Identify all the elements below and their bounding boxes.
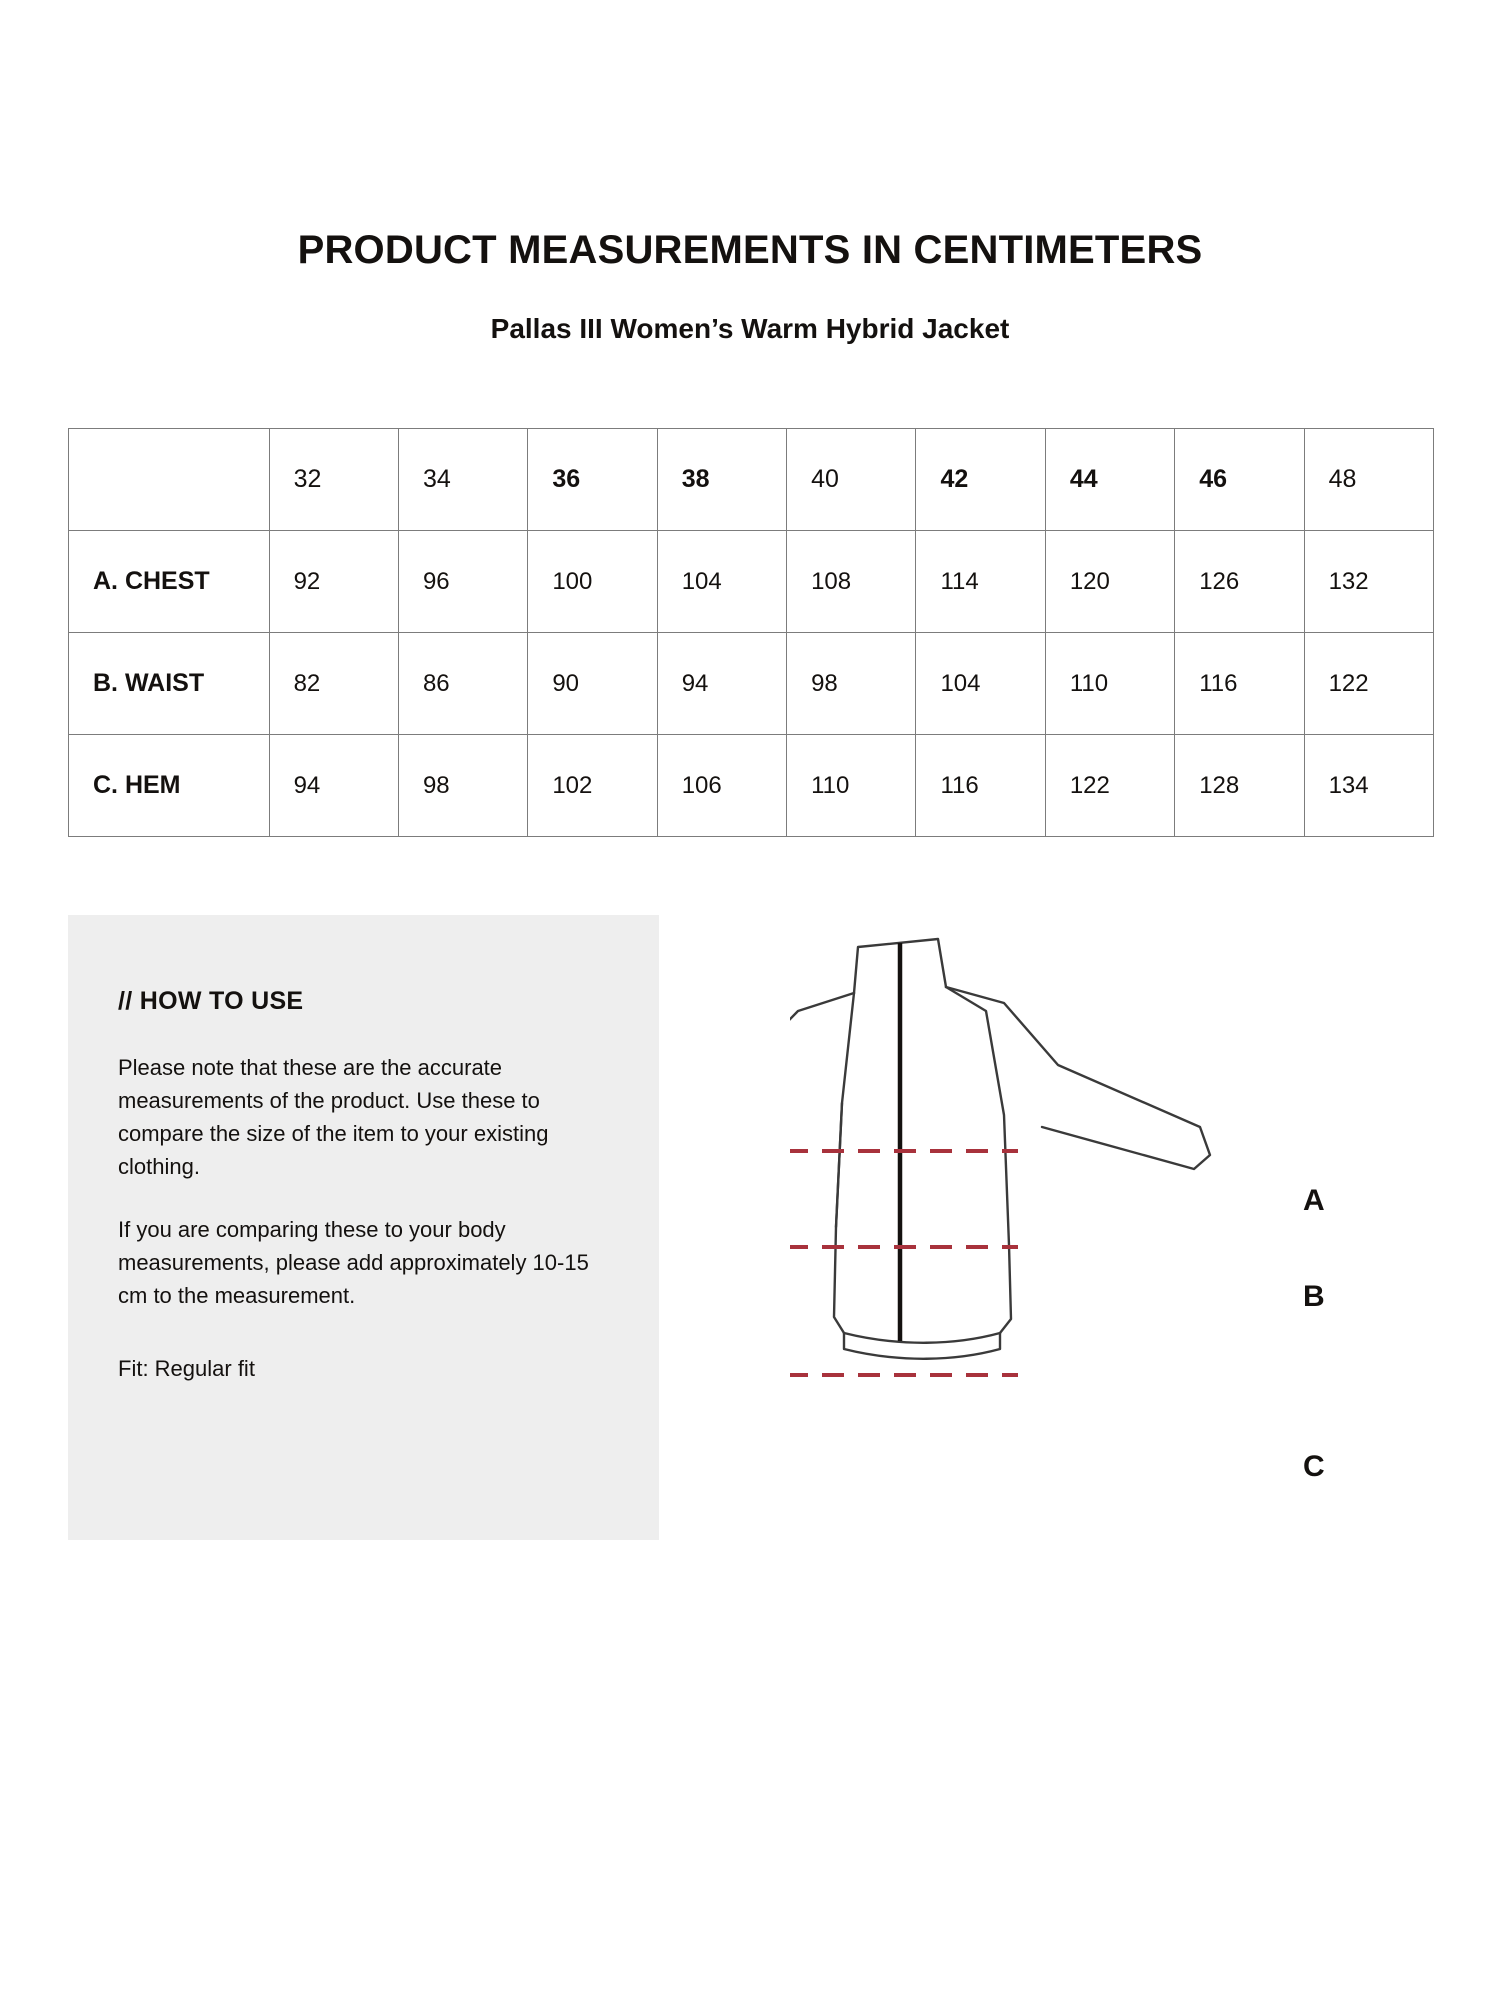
size-header-40: 40 <box>787 429 916 531</box>
measure-label-c: C <box>1303 1450 1325 1483</box>
cell-hem-46: 128 <box>1175 735 1304 837</box>
cell-hem-40: 110 <box>787 735 916 837</box>
measurements-table <box>68 428 1434 837</box>
cell-waist-42: 104 <box>916 633 1045 735</box>
cell-waist-46: 116 <box>1175 633 1304 735</box>
cell-waist-48: 122 <box>1304 633 1433 735</box>
cell-waist-36: 90 <box>528 633 657 735</box>
cell-waist-32: 82 <box>269 633 398 735</box>
product-name: Pallas III Women’s Warm Hybrid Jacket <box>490 313 1010 344</box>
table-row <box>69 633 1434 735</box>
size-header-42: 42 <box>916 429 1045 531</box>
table-corner-cell <box>69 429 270 531</box>
how-to-use-paragraph-1: Please note that these are the accurate measurements of the product. Use these to compare the size of the item to your existing clothing. <box>118 1055 549 1179</box>
row-label-chest: A. CHEST <box>69 531 270 633</box>
size-header-36: 36 <box>528 429 657 531</box>
cell-hem-32: 94 <box>269 735 398 837</box>
how-to-use-panel <box>68 915 659 1540</box>
cell-chest-32: 92 <box>269 531 398 633</box>
size-header-44: 44 <box>1045 429 1174 531</box>
jacket-illustration <box>790 915 1490 1535</box>
cell-chest-36: 100 <box>528 531 657 633</box>
cell-chest-46: 126 <box>1175 531 1304 633</box>
row-label-hem: C. HEM <box>69 735 270 837</box>
cell-hem-44: 122 <box>1045 735 1174 837</box>
cell-waist-40: 98 <box>787 633 916 735</box>
cell-hem-34: 98 <box>398 735 527 837</box>
measure-label-b: B <box>1303 1280 1325 1313</box>
size-header-48: 48 <box>1304 429 1433 531</box>
table-row <box>69 531 1434 633</box>
size-header-46: 46 <box>1175 429 1304 531</box>
fit-note: Fit: Regular fit <box>118 1356 255 1381</box>
cell-hem-36: 102 <box>528 735 657 837</box>
size-header-32: 32 <box>269 429 398 531</box>
size-header-38: 38 <box>657 429 786 531</box>
cell-chest-40: 108 <box>787 531 916 633</box>
cell-chest-38: 104 <box>657 531 786 633</box>
table-header-row <box>69 429 1434 531</box>
page-title: PRODUCT MEASUREMENTS IN CENTIMETERS <box>297 228 1203 272</box>
table-row <box>69 735 1434 837</box>
cell-waist-34: 86 <box>398 633 527 735</box>
cell-hem-42: 116 <box>916 735 1045 837</box>
cell-waist-38: 94 <box>657 633 786 735</box>
cell-chest-48: 132 <box>1304 531 1433 633</box>
row-label-waist: B. WAIST <box>69 633 270 735</box>
how-to-use-body <box>118 1051 608 1385</box>
cell-hem-48: 134 <box>1304 735 1433 837</box>
size-header-34: 34 <box>398 429 527 531</box>
how-to-use-title: // HOW TO USE <box>118 987 304 1015</box>
cell-chest-44: 120 <box>1045 531 1174 633</box>
measure-label-a: A <box>1303 1184 1325 1217</box>
cell-hem-38: 106 <box>657 735 786 837</box>
cell-waist-44: 110 <box>1045 633 1174 735</box>
cell-chest-34: 96 <box>398 531 527 633</box>
cell-chest-42: 114 <box>916 531 1045 633</box>
how-to-use-paragraph-2: If you are comparing these to your body measurements, please add approximately 10-15 cm to the measurement. <box>118 1217 589 1308</box>
